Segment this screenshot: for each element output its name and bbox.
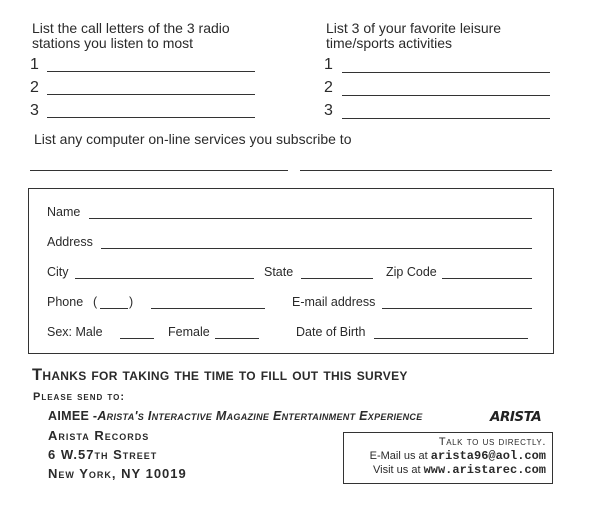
sex-male-label: Sex: Male <box>47 325 103 339</box>
send-label: Please send to: <box>33 391 125 403</box>
aimee-line <box>48 409 423 423</box>
zip-field[interactable] <box>442 278 532 279</box>
street-address: 6 W.57th Street <box>48 447 158 462</box>
leisure-prompt <box>326 21 501 51</box>
leisure-number-3: 3 <box>324 102 333 119</box>
radio-number-2: 2 <box>30 79 39 96</box>
address-label: Address <box>47 235 93 249</box>
email-line <box>344 449 552 463</box>
online-line-1[interactable] <box>30 170 288 171</box>
zip-label: Zip Code <box>386 265 437 279</box>
email-prefix: E-Mail us at <box>369 450 428 462</box>
radio-number-3: 3 <box>30 102 39 119</box>
arista-logo: ARISTA <box>490 409 542 425</box>
leisure-line-2[interactable] <box>342 95 550 96</box>
female-label: Female <box>168 325 210 339</box>
radio-number-1: 1 <box>30 56 39 73</box>
phone-paren-open: ( <box>93 295 98 309</box>
company-name: Arista Records <box>48 428 150 443</box>
phone-paren-close: ) <box>129 295 134 309</box>
web-line <box>344 463 552 477</box>
leisure-number-2: 2 <box>324 79 333 96</box>
male-field[interactable] <box>120 338 154 339</box>
aimee-prefix: AIMEE - <box>48 409 98 423</box>
phone-area-code-field[interactable] <box>100 308 128 309</box>
aimee-rest: Arista's Interactive Magazine Entertainment Experience <box>97 409 423 423</box>
thanks-headline: Thanks for taking the time to fill out this survey <box>32 366 408 384</box>
web-prefix: Visit us at <box>373 464 421 476</box>
radio-prompt-line1: List the call letters of the 3 radio <box>32 20 230 36</box>
dob-label: Date of Birth <box>296 325 366 339</box>
leisure-line-1[interactable] <box>342 72 550 73</box>
name-label: Name <box>47 205 81 219</box>
email-field[interactable] <box>382 308 532 309</box>
leisure-prompt-line1: List 3 of your favorite leisure <box>326 20 502 36</box>
radio-line-2[interactable] <box>47 94 255 95</box>
female-field[interactable] <box>215 338 259 339</box>
leisure-line-3[interactable] <box>342 118 550 119</box>
radio-prompt-line2: stations you listen to most <box>32 35 194 51</box>
radio-line-3[interactable] <box>47 117 255 118</box>
talk-text: Talk to us directly. <box>438 436 546 448</box>
email-label: E-mail address <box>292 295 376 309</box>
leisure-prompt-line2: time/sports activities <box>326 35 453 51</box>
address-field[interactable] <box>101 248 532 249</box>
phone-number-field[interactable] <box>151 308 265 309</box>
radio-line-1[interactable] <box>47 71 255 72</box>
name-field[interactable] <box>89 218 532 219</box>
city-address: New York, NY 10019 <box>48 466 187 481</box>
phone-label: Phone <box>47 295 84 309</box>
online-prompt: List any computer on-line services you subscribe to <box>34 131 352 147</box>
email-link[interactable]: arista96@aol.com <box>430 449 546 463</box>
contact-box <box>343 432 553 484</box>
city-field[interactable] <box>75 278 254 279</box>
contact-form-box <box>28 188 554 354</box>
online-line-2[interactable] <box>300 170 552 171</box>
radio-prompt <box>32 21 230 51</box>
dob-field[interactable] <box>374 338 528 339</box>
leisure-number-1: 1 <box>324 56 333 73</box>
city-label: City <box>47 265 69 279</box>
state-field[interactable] <box>301 278 373 279</box>
state-label: State <box>264 265 294 279</box>
web-link[interactable]: www.aristarec.com <box>423 463 546 477</box>
